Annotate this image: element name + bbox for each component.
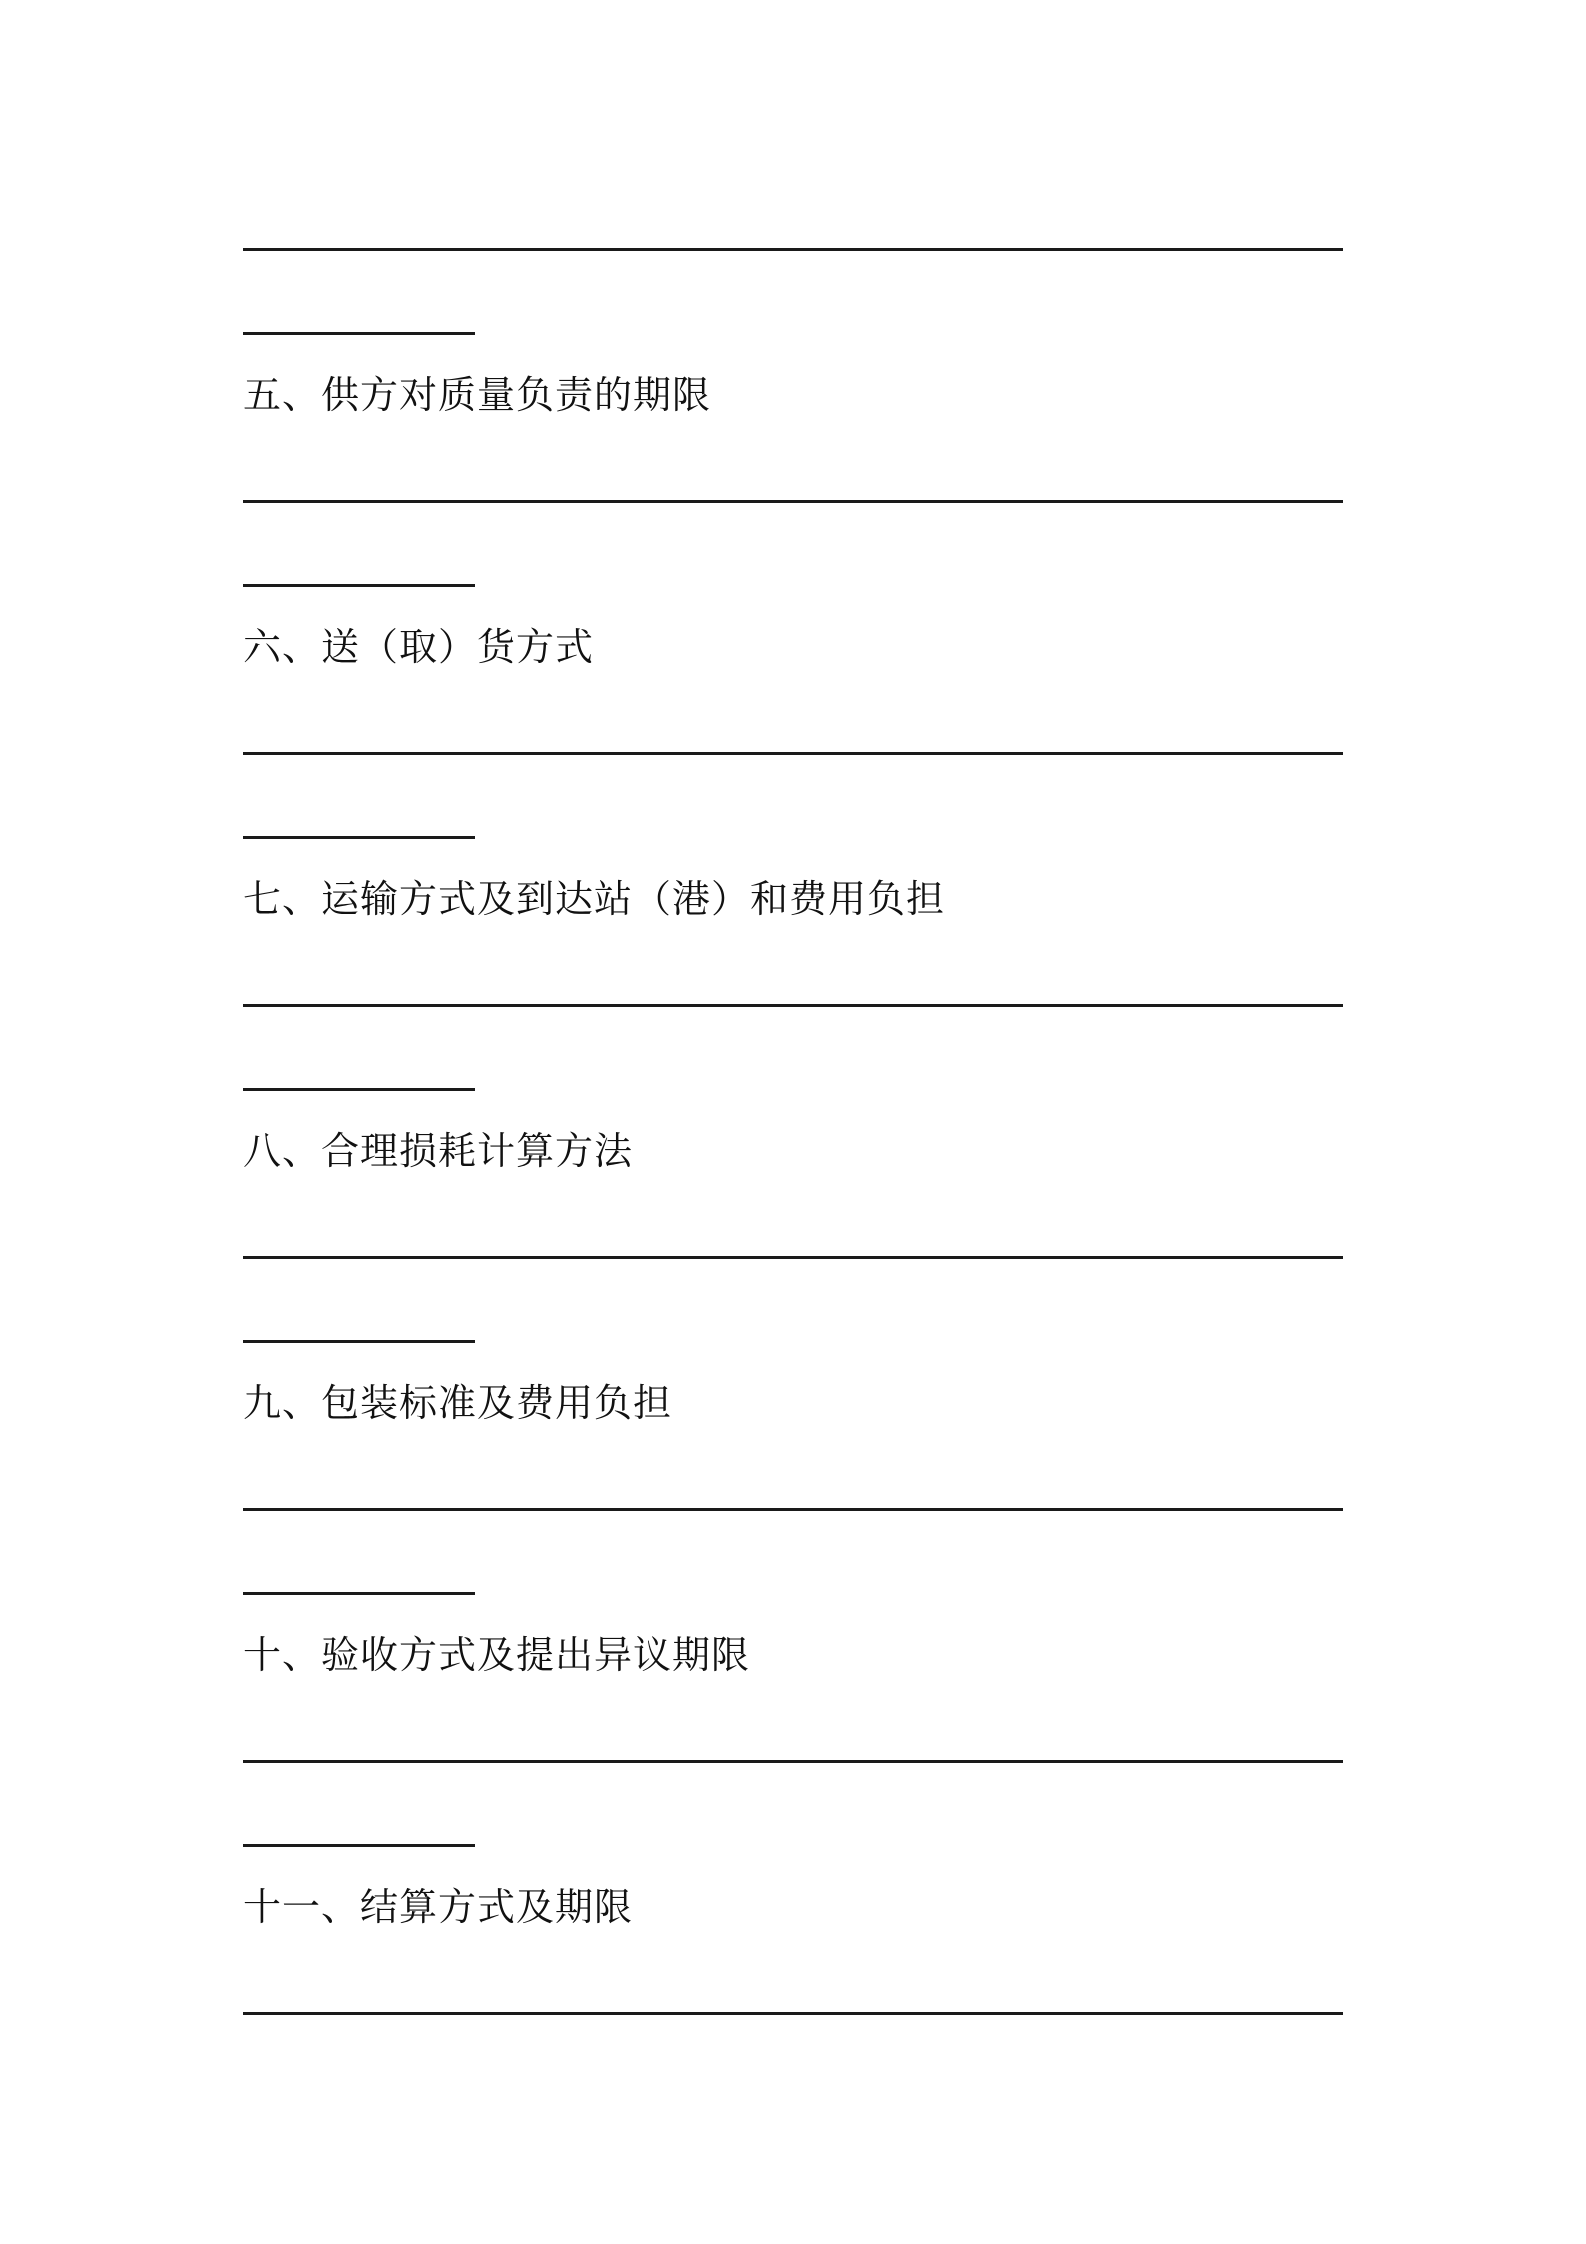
blank-line xyxy=(243,1508,1343,1511)
blank-line-short xyxy=(243,584,475,587)
section-heading-11: 十一、结算方式及期限 xyxy=(243,1885,634,1929)
blank-line xyxy=(243,1760,1343,1763)
blank-line xyxy=(243,1004,1343,1007)
blank-line xyxy=(243,500,1343,503)
blank-line xyxy=(243,1256,1343,1259)
section-heading-10: 十、验收方式及提出异议期限 xyxy=(243,1633,751,1677)
blank-line-short xyxy=(243,1592,475,1595)
blank-line-short xyxy=(243,1340,475,1343)
blank-line-short xyxy=(243,1844,475,1847)
section-heading-7: 七、运输方式及到达站（港）和费用负担 xyxy=(243,877,946,921)
section-heading-9: 九、包装标准及费用负担 xyxy=(243,1381,673,1425)
blank-line-short xyxy=(243,332,475,335)
section-heading-5: 五、供方对质量负责的期限 xyxy=(243,373,712,417)
section-heading-8: 八、合理损耗计算方法 xyxy=(243,1129,634,1173)
section-heading-6: 六、送（取）货方式 xyxy=(243,625,595,669)
blank-line-short xyxy=(243,836,475,839)
blank-line-short xyxy=(243,1088,475,1091)
blank-line xyxy=(243,752,1343,755)
blank-line xyxy=(243,2012,1343,2015)
blank-line xyxy=(243,248,1343,251)
